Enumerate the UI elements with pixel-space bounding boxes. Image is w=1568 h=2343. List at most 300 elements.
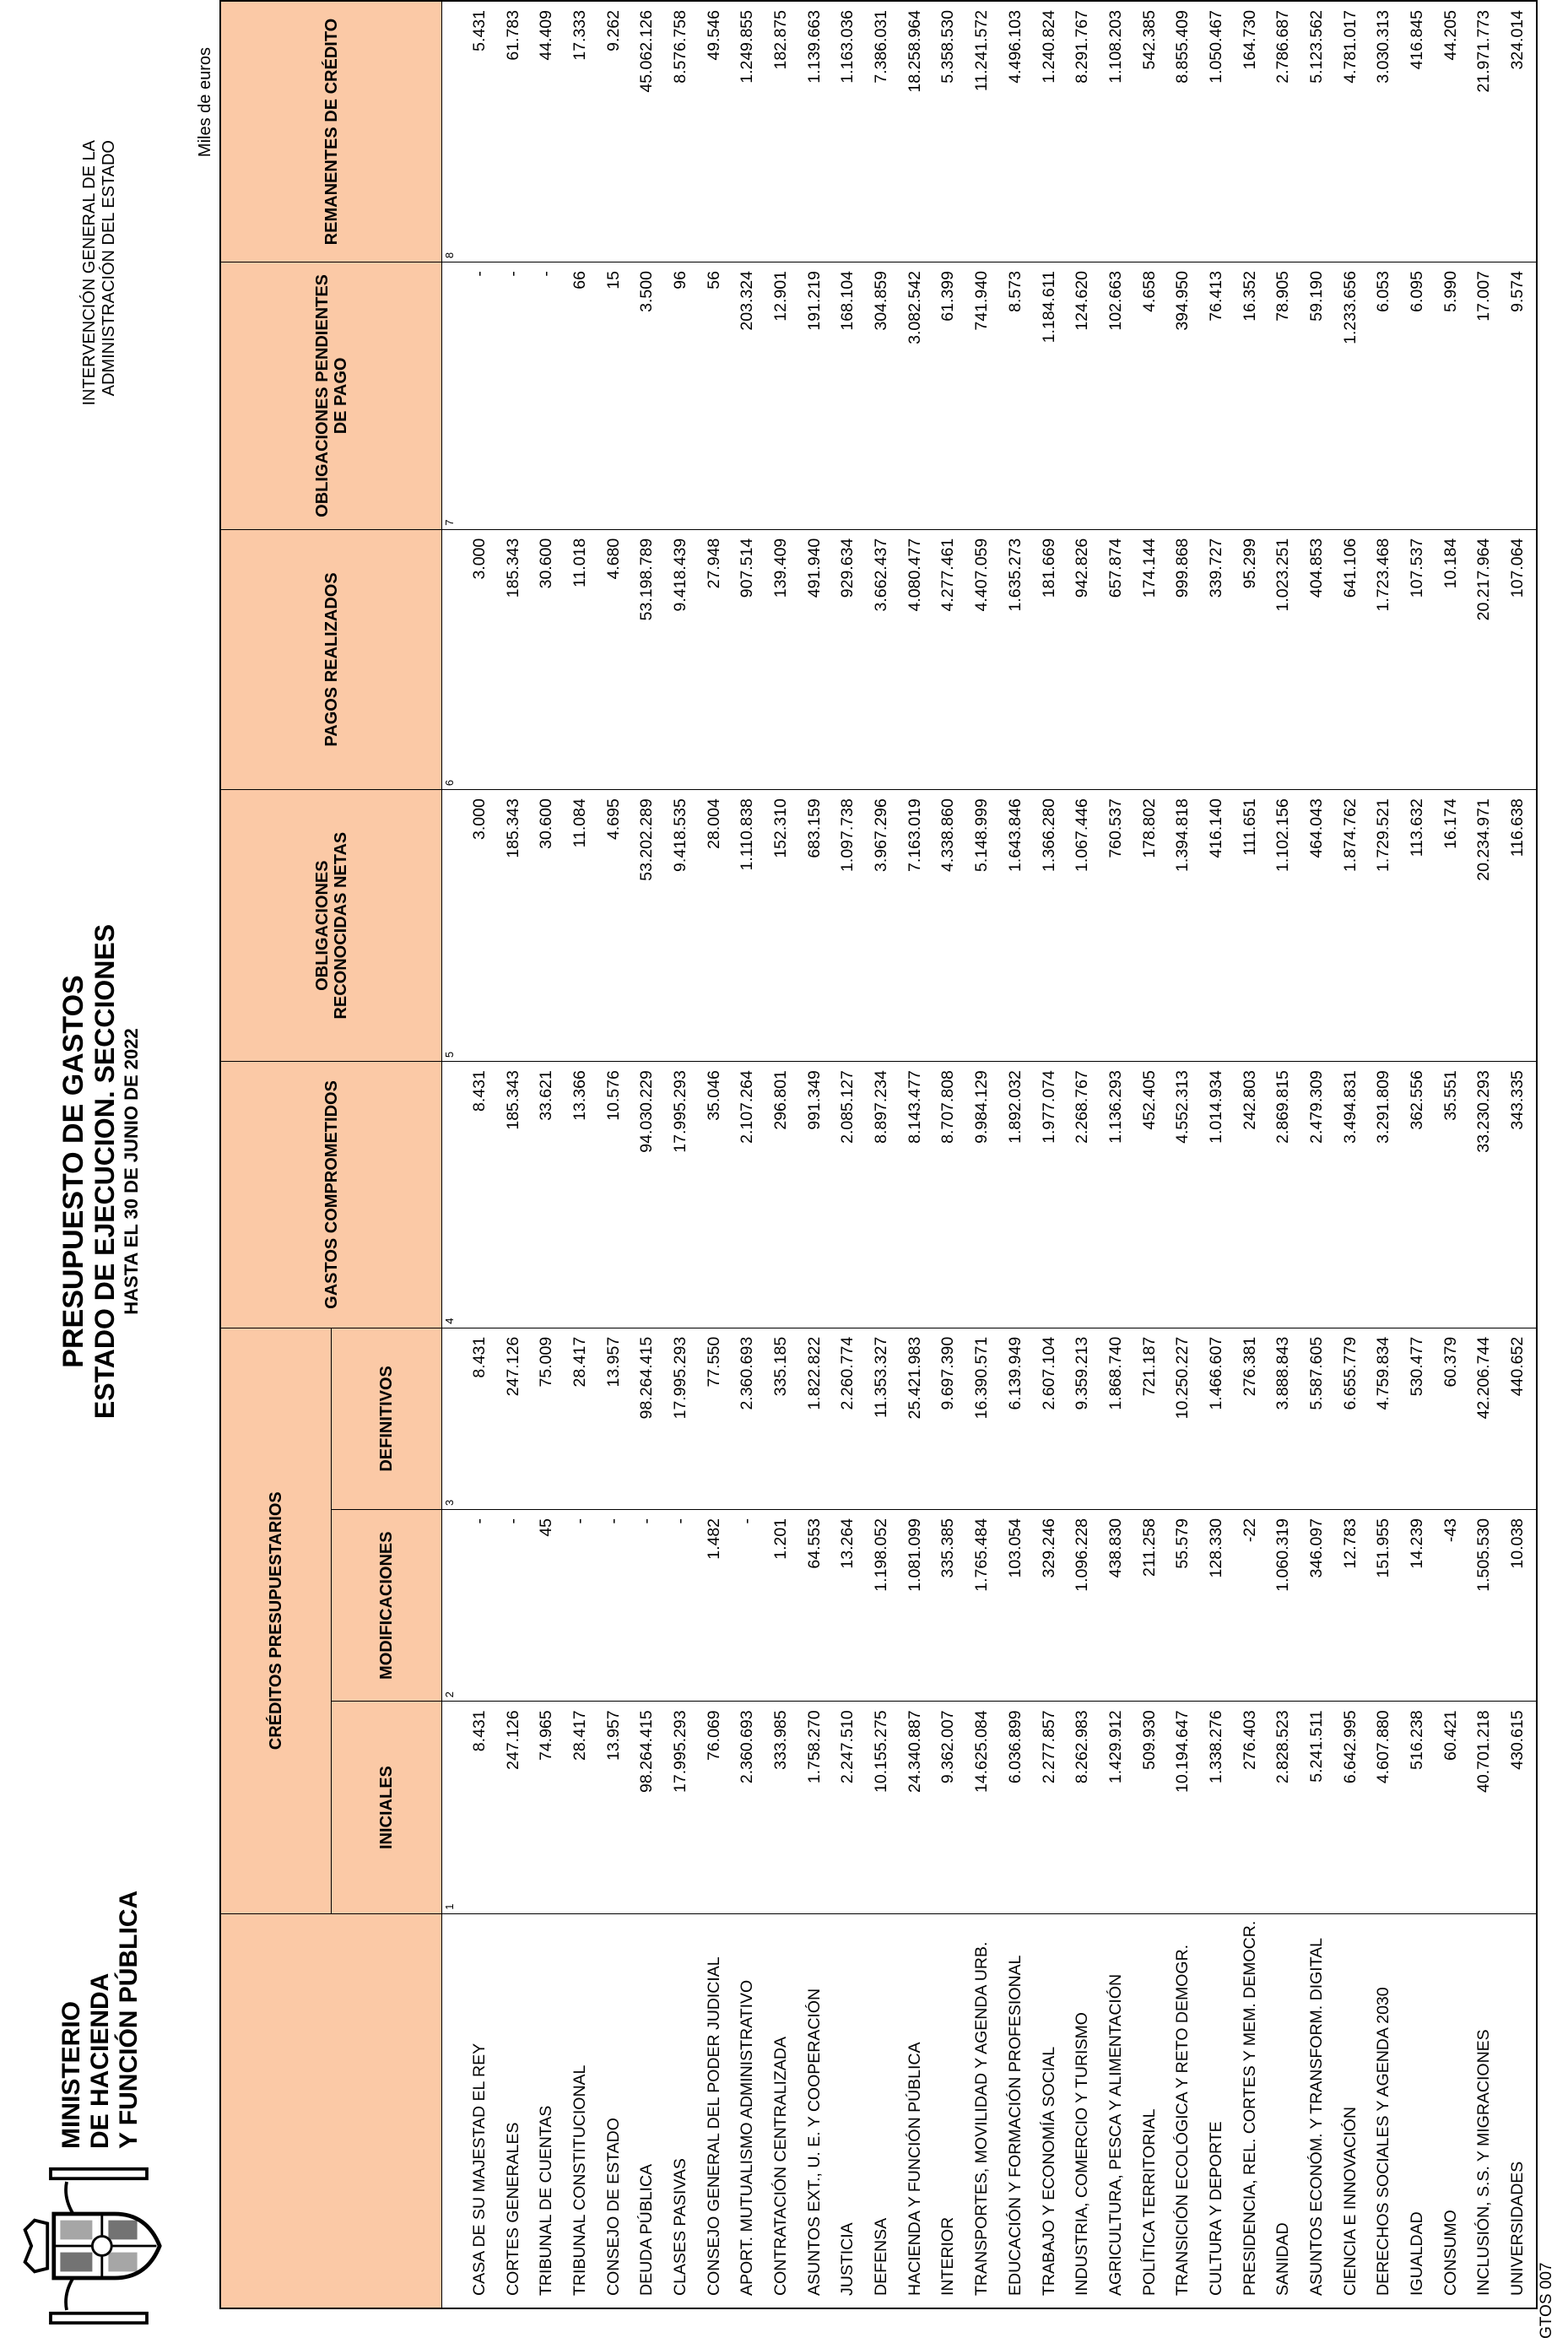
amount-cell: 94.030.229 bbox=[630, 1062, 663, 1328]
amount-cell: 102.663 bbox=[1099, 262, 1133, 530]
title-line-1: PRESUPUESTO DE GASTOS bbox=[57, 975, 89, 1368]
amount-cell: 641.106 bbox=[1333, 529, 1367, 789]
table-row bbox=[1233, 1, 1267, 2308]
amount-cell: 17.995.293 bbox=[663, 1702, 697, 1913]
amount-cell: 2.360.693 bbox=[731, 1702, 765, 1913]
amount-cell: 10.155.275 bbox=[864, 1702, 898, 1913]
amount-cell: - bbox=[597, 1509, 630, 1701]
amount-cell: 530.477 bbox=[1400, 1328, 1434, 1509]
table-row bbox=[663, 1, 697, 2308]
amount-cell: 2.828.523 bbox=[1267, 1702, 1300, 1913]
amount-cell: 5.358.530 bbox=[932, 1, 965, 262]
header-pendientes: OBLIGACIONES PENDIENTES DE PAGO bbox=[220, 262, 442, 530]
amount-cell: 1.023.251 bbox=[1267, 529, 1300, 789]
amount-cell: 6.655.779 bbox=[1333, 1328, 1367, 1509]
amount-cell: 10.576 bbox=[597, 1062, 630, 1328]
form-code: GTOS 007 bbox=[1538, 2262, 1555, 2339]
amount-cell: 4.695 bbox=[597, 790, 630, 1062]
amount-cell: 185.343 bbox=[496, 1062, 530, 1328]
amount-cell: 1.184.611 bbox=[1032, 262, 1066, 530]
amount-cell: 8.707.808 bbox=[932, 1062, 965, 1328]
amount-cell: 1.466.607 bbox=[1199, 1328, 1233, 1509]
amount-cell: -43 bbox=[1434, 1509, 1468, 1701]
amount-cell: 1.505.530 bbox=[1468, 1509, 1501, 1701]
amount-cell: 28.417 bbox=[563, 1328, 597, 1509]
table-row bbox=[496, 1, 530, 2308]
amount-cell: -22 bbox=[1233, 1509, 1267, 1701]
amount-cell: 2.479.309 bbox=[1300, 1062, 1333, 1328]
section-name-cell: POLÍTICA TERRITORIAL bbox=[1133, 1913, 1166, 2308]
amount-cell: 20.217.964 bbox=[1468, 529, 1501, 789]
amount-cell: 76.413 bbox=[1199, 262, 1233, 530]
amount-cell: 7.386.031 bbox=[864, 1, 898, 262]
table-row bbox=[764, 1, 798, 2308]
amount-cell: 9.359.213 bbox=[1065, 1328, 1099, 1509]
amount-cell: 276.381 bbox=[1233, 1328, 1267, 1509]
amount-cell: 95.299 bbox=[1233, 529, 1267, 789]
amount-cell: 211.258 bbox=[1133, 1509, 1166, 1701]
amount-cell: 8.573 bbox=[998, 262, 1032, 530]
amount-cell: 1.233.656 bbox=[1333, 262, 1367, 530]
amount-cell: 942.826 bbox=[1065, 529, 1099, 789]
amount-cell: 1.108.203 bbox=[1099, 1, 1133, 262]
amount-cell: 5.241.511 bbox=[1300, 1702, 1333, 1913]
amount-cell: 430.615 bbox=[1500, 1702, 1537, 1913]
amount-cell: 28.004 bbox=[697, 790, 731, 1062]
amount-cell: 20.234.971 bbox=[1468, 790, 1501, 1062]
table-row bbox=[864, 1, 898, 2308]
section-name-cell: INCLUSIÓN, S.S. Y MIGRACIONES bbox=[1468, 1913, 1501, 2308]
amount-cell: 40.701.218 bbox=[1468, 1702, 1501, 1913]
amount-cell: 3.967.296 bbox=[864, 790, 898, 1062]
amount-cell: 440.652 bbox=[1500, 1328, 1537, 1509]
amount-cell: 1.163.036 bbox=[831, 1, 865, 262]
section-name-cell: DERECHOS SOCIALES Y AGENDA 2030 bbox=[1367, 1913, 1401, 2308]
amount-cell: 491.940 bbox=[798, 529, 831, 789]
table-row bbox=[1333, 1, 1367, 2308]
amount-cell: - bbox=[462, 262, 496, 530]
amount-cell: 1.240.824 bbox=[1032, 1, 1066, 262]
amount-cell: 452.405 bbox=[1133, 1062, 1166, 1328]
amount-cell: 128.330 bbox=[1199, 1509, 1233, 1701]
amount-cell: 16.352 bbox=[1233, 262, 1267, 530]
amount-cell: 6.053 bbox=[1367, 262, 1401, 530]
section-name-cell: DEFENSA bbox=[864, 1913, 898, 2308]
table-row bbox=[597, 1, 630, 2308]
amount-cell: 17.995.293 bbox=[663, 1328, 697, 1509]
amount-cell: 4.552.313 bbox=[1165, 1062, 1199, 1328]
amount-cell: 151.955 bbox=[1367, 1509, 1401, 1701]
amount-cell: - bbox=[731, 1509, 765, 1701]
amount-cell: 247.126 bbox=[496, 1702, 530, 1913]
amount-cell: 1.729.521 bbox=[1367, 790, 1401, 1062]
amount-cell: 9.418.535 bbox=[663, 790, 697, 1062]
column-number: 4 bbox=[442, 1062, 463, 1328]
amount-cell: 1.635.273 bbox=[998, 529, 1032, 789]
budget-table bbox=[219, 0, 1538, 2309]
section-name-cell: AGRICULTURA, PESCA Y ALIMENTACIÓN bbox=[1099, 1913, 1133, 2308]
table-row bbox=[1099, 1, 1133, 2308]
amount-cell: 1.429.912 bbox=[1099, 1702, 1133, 1913]
amount-cell: 2.085.127 bbox=[831, 1062, 865, 1328]
amount-cell: 1.201 bbox=[764, 1509, 798, 1701]
table-row bbox=[932, 1, 965, 2308]
amount-cell: 185.343 bbox=[496, 790, 530, 1062]
amount-cell: 203.324 bbox=[731, 262, 765, 530]
amount-cell: 2.107.264 bbox=[731, 1062, 765, 1328]
header-creditos: CRÉDITOS PRESUPUESTARIOS bbox=[220, 1328, 332, 1913]
amount-cell: 111.651 bbox=[1233, 790, 1267, 1062]
amount-cell: 4.080.477 bbox=[898, 529, 932, 789]
amount-cell: 1.874.762 bbox=[1333, 790, 1367, 1062]
table-row bbox=[462, 1, 496, 2308]
amount-cell: 16.390.571 bbox=[965, 1328, 998, 1509]
amount-cell: 4.607.880 bbox=[1367, 1702, 1401, 1913]
table-row bbox=[898, 1, 932, 2308]
amount-cell: 3.000 bbox=[462, 790, 496, 1062]
table-row bbox=[1468, 1, 1501, 2308]
amount-cell: 8.855.409 bbox=[1165, 1, 1199, 262]
amount-cell: - bbox=[663, 1509, 697, 1701]
amount-cell: 1.868.740 bbox=[1099, 1328, 1133, 1509]
amount-cell: - bbox=[496, 262, 530, 530]
amount-cell: 33.230.293 bbox=[1468, 1062, 1501, 1328]
amount-cell: 1.723.468 bbox=[1367, 529, 1401, 789]
amount-cell: 247.126 bbox=[496, 1328, 530, 1509]
amount-cell: 116.638 bbox=[1500, 790, 1537, 1062]
table-row bbox=[529, 1, 563, 2308]
amount-cell: 1.096.228 bbox=[1065, 1509, 1099, 1701]
amount-cell: 3.494.831 bbox=[1333, 1062, 1367, 1328]
section-name-cell: IGUALDAD bbox=[1400, 1913, 1434, 2308]
amount-cell: 8.291.767 bbox=[1065, 1, 1099, 262]
amount-cell: 1.366.280 bbox=[1032, 790, 1066, 1062]
amount-cell: 11.018 bbox=[563, 529, 597, 789]
amount-cell: 1.014.934 bbox=[1199, 1062, 1233, 1328]
table-row bbox=[1400, 1, 1434, 2308]
amount-cell: 33.621 bbox=[529, 1062, 563, 1328]
amount-cell: 516.238 bbox=[1400, 1702, 1434, 1913]
amount-cell: 304.859 bbox=[864, 262, 898, 530]
amount-cell: 8.576.758 bbox=[663, 1, 697, 262]
amount-cell: 17.333 bbox=[563, 1, 597, 262]
amount-cell: 5.431 bbox=[462, 1, 496, 262]
section-name-cell: TRANSICIÓN ECOLÓGICA Y RETO DEMOGR. bbox=[1165, 1913, 1199, 2308]
amount-cell: - bbox=[496, 1509, 530, 1701]
column-number: 3 bbox=[442, 1328, 463, 1509]
amount-cell: 1.110.838 bbox=[731, 790, 765, 1062]
header-pagos: PAGOS REALIZADOS bbox=[220, 529, 442, 789]
column-number: 5 bbox=[442, 790, 463, 1062]
section-name-cell: TRANSPORTES, MOVILIDAD Y AGENDA URB. bbox=[965, 1913, 998, 2308]
column-number-blank bbox=[442, 1913, 463, 2308]
amount-cell: 3.291.809 bbox=[1367, 1062, 1401, 1328]
column-number: 7 bbox=[442, 262, 463, 530]
table-row bbox=[1367, 1, 1401, 2308]
section-name-cell: UNIVERSIDADES bbox=[1500, 1913, 1537, 2308]
amount-cell: 741.940 bbox=[965, 262, 998, 530]
ministry-line-2: DE HACIENDA bbox=[86, 1972, 114, 2149]
amount-cell: 929.634 bbox=[831, 529, 865, 789]
amount-cell: 15 bbox=[597, 262, 630, 530]
amount-cell: 9.984.129 bbox=[965, 1062, 998, 1328]
header-reconocidas: OBLIGACIONES RECONOCIDAS NETAS bbox=[220, 790, 442, 1062]
column-number-row bbox=[442, 1, 463, 2308]
amount-cell: 44.205 bbox=[1434, 1, 1468, 262]
amount-cell: 74.965 bbox=[529, 1702, 563, 1913]
amount-cell: 107.064 bbox=[1500, 529, 1537, 789]
amount-cell: 6.095 bbox=[1400, 262, 1434, 530]
amount-cell: 8.431 bbox=[462, 1062, 496, 1328]
amount-cell: 3.888.843 bbox=[1267, 1328, 1300, 1509]
amount-cell: 13.957 bbox=[597, 1702, 630, 1913]
amount-cell: 191.219 bbox=[798, 262, 831, 530]
amount-cell: 55.579 bbox=[1165, 1509, 1199, 1701]
amount-cell: 7.163.019 bbox=[898, 790, 932, 1062]
amount-cell: 185.343 bbox=[496, 529, 530, 789]
amount-cell: 4.338.860 bbox=[932, 790, 965, 1062]
table-row bbox=[630, 1, 663, 2308]
amount-cell: 1.081.099 bbox=[898, 1509, 932, 1701]
amount-cell: 11.241.572 bbox=[965, 1, 998, 262]
amount-cell: 2.869.815 bbox=[1267, 1062, 1300, 1328]
amount-cell: 4.680 bbox=[597, 529, 630, 789]
amount-cell: - bbox=[462, 1509, 496, 1701]
section-name-cell: EDUCACIÓN Y FORMACIÓN PROFESIONAL bbox=[998, 1913, 1032, 2308]
amount-cell: 346.097 bbox=[1300, 1509, 1333, 1701]
header-definitivos: DEFINITIVOS bbox=[332, 1328, 442, 1509]
amount-cell: 9.418.439 bbox=[663, 529, 697, 789]
amount-cell: 35.046 bbox=[697, 1062, 731, 1328]
amount-cell: 53.198.789 bbox=[630, 529, 663, 789]
amount-cell: 64.553 bbox=[798, 1509, 831, 1701]
header-modificaciones: MODIFICACIONES bbox=[332, 1509, 442, 1701]
amount-cell: 168.104 bbox=[831, 262, 865, 530]
amount-cell: 4.759.834 bbox=[1367, 1328, 1401, 1509]
amount-cell: 362.556 bbox=[1400, 1062, 1434, 1328]
amount-cell: 178.802 bbox=[1133, 790, 1166, 1062]
amount-cell: 1.060.319 bbox=[1267, 1509, 1300, 1701]
amount-cell: 9.697.390 bbox=[932, 1328, 965, 1509]
amount-cell: 17.995.293 bbox=[663, 1062, 697, 1328]
section-name-cell: TRABAJO Y ECONOMÍA SOCIAL bbox=[1032, 1913, 1066, 2308]
amount-cell: 30.600 bbox=[529, 790, 563, 1062]
amount-cell: 11.353.327 bbox=[864, 1328, 898, 1509]
amount-cell: 12.901 bbox=[764, 262, 798, 530]
amount-cell: 2.268.767 bbox=[1065, 1062, 1099, 1328]
table-row bbox=[1267, 1, 1300, 2308]
amount-cell: 657.874 bbox=[1099, 529, 1133, 789]
amount-cell: 276.403 bbox=[1233, 1702, 1267, 1913]
amount-cell: 10.038 bbox=[1500, 1509, 1537, 1701]
amount-cell: 182.875 bbox=[764, 1, 798, 262]
amount-cell: 14.239 bbox=[1400, 1509, 1434, 1701]
amount-cell: 999.868 bbox=[1165, 529, 1199, 789]
amount-cell: 333.985 bbox=[764, 1702, 798, 1913]
issuer-line-2: ADMINISTRACIÓN DEL ESTADO bbox=[100, 140, 118, 397]
amount-cell: 9.262 bbox=[597, 1, 630, 262]
amount-cell: 1.050.467 bbox=[1199, 1, 1233, 262]
amount-cell: 438.830 bbox=[1099, 1509, 1133, 1701]
units-label: Miles de euros bbox=[196, 47, 214, 158]
table-row bbox=[798, 1, 831, 2308]
amount-cell: 17.007 bbox=[1468, 262, 1501, 530]
amount-cell: 76.069 bbox=[697, 1702, 731, 1913]
section-name-cell: CONTRATACIÓN CENTRALIZADA bbox=[764, 1913, 798, 2308]
amount-cell: 335.185 bbox=[764, 1328, 798, 1509]
amount-cell: 1.198.052 bbox=[864, 1509, 898, 1701]
section-name-cell: SANIDAD bbox=[1267, 1913, 1300, 2308]
amount-cell: 4.496.103 bbox=[998, 1, 1032, 262]
amount-cell: 3.030.313 bbox=[1367, 1, 1401, 262]
amount-cell: 10.194.647 bbox=[1165, 1702, 1199, 1913]
amount-cell: - bbox=[563, 1509, 597, 1701]
section-name-cell: TRIBUNAL CONSTITUCIONAL bbox=[563, 1913, 597, 2308]
amount-cell: 335.385 bbox=[932, 1509, 965, 1701]
amount-cell: 2.607.104 bbox=[1032, 1328, 1066, 1509]
section-name-cell: PRESIDENCIA, REL. CORTES Y MEM. DEMOCR. bbox=[1233, 1913, 1267, 2308]
amount-cell: - bbox=[529, 262, 563, 530]
title-line-3: HASTA EL 30 DE JUNIO DE 2022 bbox=[121, 1028, 142, 1315]
section-name-cell: CIENCIA E INNOVACIÓN bbox=[1333, 1913, 1367, 2308]
amount-cell: 1.765.484 bbox=[965, 1509, 998, 1701]
header-remanentes: REMANENTES DE CRÉDITO bbox=[220, 1, 442, 262]
amount-cell: 683.159 bbox=[798, 790, 831, 1062]
amount-cell: 6.642.995 bbox=[1333, 1702, 1367, 1913]
amount-cell: 394.950 bbox=[1165, 262, 1199, 530]
amount-cell: 1.822.822 bbox=[798, 1328, 831, 1509]
ministry-line-1: MINISTERIO bbox=[57, 2000, 85, 2149]
amount-cell: 3.082.542 bbox=[898, 262, 932, 530]
amount-cell: 9.574 bbox=[1500, 262, 1537, 530]
amount-cell: 107.537 bbox=[1400, 529, 1434, 789]
issuer-line-1: INTERVENCIÓN GENERAL DE LA bbox=[80, 140, 99, 406]
amount-cell: 35.551 bbox=[1434, 1062, 1468, 1328]
amount-cell: 16.174 bbox=[1434, 790, 1468, 1062]
amount-cell: 77.550 bbox=[697, 1328, 731, 1509]
amount-cell: 8.897.234 bbox=[864, 1062, 898, 1328]
amount-cell: 2.247.510 bbox=[831, 1702, 865, 1913]
table-row bbox=[731, 1, 765, 2308]
column-number: 1 bbox=[442, 1702, 463, 1913]
header-section-blank bbox=[220, 1913, 442, 2308]
amount-cell: 61.399 bbox=[932, 262, 965, 530]
amount-cell: 464.043 bbox=[1300, 790, 1333, 1062]
amount-cell: 75.009 bbox=[529, 1328, 563, 1509]
amount-cell: 30.600 bbox=[529, 529, 563, 789]
amount-cell: 4.407.059 bbox=[965, 529, 998, 789]
column-number: 8 bbox=[442, 1, 463, 262]
amount-cell: 4.781.017 bbox=[1333, 1, 1367, 262]
table-row bbox=[697, 1, 731, 2308]
amount-cell: 28.417 bbox=[563, 1702, 597, 1913]
amount-cell: 242.803 bbox=[1233, 1062, 1267, 1328]
amount-cell: 324.014 bbox=[1500, 1, 1537, 262]
table-row bbox=[1300, 1, 1333, 2308]
amount-cell: 13.366 bbox=[563, 1062, 597, 1328]
amount-cell: 2.260.774 bbox=[831, 1328, 865, 1509]
amount-cell: 1.067.446 bbox=[1065, 790, 1099, 1062]
table-row bbox=[965, 1, 998, 2308]
amount-cell: 11.084 bbox=[563, 790, 597, 1062]
title-line-2: ESTADO DE EJECUCION. SECCIONES bbox=[89, 923, 120, 1420]
amount-cell: 3.662.437 bbox=[864, 529, 898, 789]
amount-cell: 12.783 bbox=[1333, 1509, 1367, 1701]
amount-cell: 760.537 bbox=[1099, 790, 1133, 1062]
table-row bbox=[1434, 1, 1468, 2308]
amount-cell: 25.421.983 bbox=[898, 1328, 932, 1509]
amount-cell: 6.139.949 bbox=[998, 1328, 1032, 1509]
amount-cell: 181.669 bbox=[1032, 529, 1066, 789]
section-name-cell: TRIBUNAL DE CUENTAS bbox=[529, 1913, 563, 2308]
table-row bbox=[1133, 1, 1166, 2308]
section-name-cell: ASUNTOS ECONÓM. Y TRANSFORM. DIGITAL bbox=[1300, 1913, 1333, 2308]
amount-cell: 13.264 bbox=[831, 1509, 865, 1701]
section-name-cell: CONSEJO GENERAL DEL PODER JUDICIAL bbox=[697, 1913, 731, 2308]
amount-cell: 56 bbox=[697, 262, 731, 530]
amount-cell: 8.143.477 bbox=[898, 1062, 932, 1328]
section-name-cell: APORT. MUTUALISMO ADMINISTRATIVO bbox=[731, 1913, 765, 2308]
amount-cell: 152.310 bbox=[764, 790, 798, 1062]
amount-cell: 98.264.415 bbox=[630, 1328, 663, 1509]
amount-cell: 416.140 bbox=[1199, 790, 1233, 1062]
amount-cell: 61.783 bbox=[496, 1, 530, 262]
amount-cell: 8.262.983 bbox=[1065, 1702, 1099, 1913]
amount-cell: 13.957 bbox=[597, 1328, 630, 1509]
amount-cell: 404.853 bbox=[1300, 529, 1333, 789]
table-body bbox=[442, 1, 1538, 2308]
amount-cell: 1.139.663 bbox=[798, 1, 831, 262]
amount-cell: 907.514 bbox=[731, 529, 765, 789]
amount-cell: 14.625.084 bbox=[965, 1702, 998, 1913]
amount-cell: 5.123.562 bbox=[1300, 1, 1333, 262]
amount-cell: 3.500 bbox=[630, 262, 663, 530]
amount-cell: 1.892.032 bbox=[998, 1062, 1032, 1328]
amount-cell: 10.184 bbox=[1434, 529, 1468, 789]
amount-cell: 45.062.126 bbox=[630, 1, 663, 262]
amount-cell: 509.930 bbox=[1133, 1702, 1166, 1913]
amount-cell: 2.360.693 bbox=[731, 1328, 765, 1509]
section-name-cell: CONSEJO DE ESTADO bbox=[597, 1913, 630, 2308]
amount-cell: - bbox=[630, 1509, 663, 1701]
amount-cell: 24.340.887 bbox=[898, 1702, 932, 1913]
amount-cell: 8.431 bbox=[462, 1702, 496, 1913]
amount-cell: 4.277.461 bbox=[932, 529, 965, 789]
column-number: 6 bbox=[442, 529, 463, 789]
amount-cell: 103.054 bbox=[998, 1509, 1032, 1701]
amount-cell: 991.349 bbox=[798, 1062, 831, 1328]
amount-cell: 329.246 bbox=[1032, 1509, 1066, 1701]
amount-cell: 542.385 bbox=[1133, 1, 1166, 262]
section-name-cell: CASA DE SU MAJESTAD EL REY bbox=[462, 1913, 496, 2308]
section-name-cell: INTERIOR bbox=[932, 1913, 965, 2308]
section-name-cell: CULTURA Y DEPORTE bbox=[1199, 1913, 1233, 2308]
table-row bbox=[998, 1, 1032, 2308]
amount-cell: 721.187 bbox=[1133, 1328, 1166, 1509]
amount-cell: 113.632 bbox=[1400, 790, 1434, 1062]
amount-cell: 174.144 bbox=[1133, 529, 1166, 789]
amount-cell: 5.148.999 bbox=[965, 790, 998, 1062]
amount-cell: 1.102.156 bbox=[1267, 790, 1300, 1062]
amount-cell: 96 bbox=[663, 262, 697, 530]
amount-cell: 21.971.773 bbox=[1468, 1, 1501, 262]
section-name-cell: DEUDA PÚBLICA bbox=[630, 1913, 663, 2308]
amount-cell: 9.362.007 bbox=[932, 1702, 965, 1913]
amount-cell: 5.990 bbox=[1434, 262, 1468, 530]
amount-cell: 60.379 bbox=[1434, 1328, 1468, 1509]
amount-cell: 44.409 bbox=[529, 1, 563, 262]
amount-cell: 1.977.074 bbox=[1032, 1062, 1066, 1328]
